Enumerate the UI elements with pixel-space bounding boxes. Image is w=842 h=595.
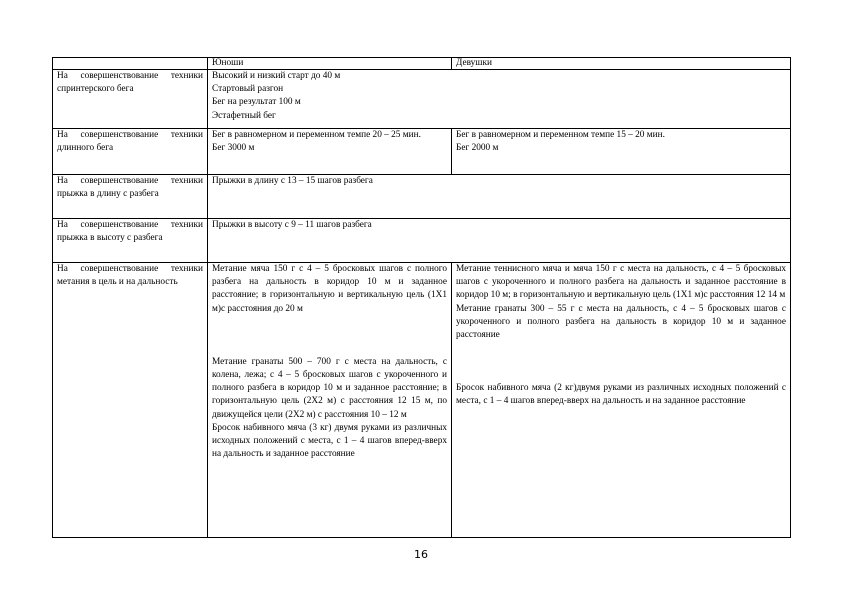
exercise-line: Высокий и низкий старт до 40 м (212, 71, 341, 81)
row-label: На совершенствование техники длинного бега (53, 129, 208, 175)
header-cell-girls: Девушки (452, 58, 791, 70)
row-content-girls (452, 263, 791, 538)
table-row-long-run (53, 129, 791, 175)
exercise-paragraph: Метание мяча 150 г с 4 – 5 бросковых шагов с полного разбега на дальность в коридор 10 м и заданное расстояние; в горизонтальную и вертикальную цель (1Х1 м)с расстояния до 20 м (212, 264, 447, 314)
exercise-line: Прыжки в высоту с 9 – 11 шагов разбега (212, 220, 372, 230)
row-label: На совершенствование техники спринтерского бега (53, 70, 208, 129)
table-row-high-jump (53, 219, 791, 263)
row-content-boys (208, 263, 452, 538)
row-content-combined (208, 175, 791, 219)
exercise-line: Бег в равномерном и переменном темпе 20 – 25 мин. (212, 130, 421, 140)
exercise-paragraph: Бросок набивного мяча (2 кг)двумя руками из различных исходных положений с места, с 1 – 4 шагов вперед-вверх на дальность и на заданное расстояние (456, 383, 786, 407)
exercise-paragraph: Метание гранаты 300 – 55 г с места на дальность, с 4 – 5 бросковых шагов с укороченного и полного разбега на дальность в коридор 10 м и заданное расстояние (456, 303, 786, 341)
row-content-combined (208, 219, 791, 263)
exercise-line: Бег 2000 м (456, 143, 499, 154)
header-cell-empty (53, 58, 208, 70)
exercise-line: Бег на результат 100 м (212, 97, 301, 108)
row-label: На совершенствование техники прыжка в высоту с разбега (53, 219, 208, 263)
training-table (52, 57, 791, 538)
table-row-throwing (53, 263, 791, 538)
row-content-combined (208, 70, 791, 129)
row-content-boys (208, 129, 452, 175)
page-number: 16 (414, 548, 428, 561)
exercise-line: Стартовый разгон (212, 84, 284, 95)
exercise-paragraph: Метание теннисного мяча и мяча 150 г с места на дальность, с 4 – 5 бросковых шагов с укороченного и полного разбега на дальность и заданное расстояние в коридор 10 м; в горизонтальную и вертикальную цель (1Х1 м)с расстояния 12 14 м (456, 264, 786, 301)
row-label: На совершенствование техники прыжка в длину с разбега (53, 175, 208, 219)
exercise-line: Эстафетный бег (212, 110, 276, 121)
exercise-line: Бег в равномерном и переменном темпе 15 – 20 мин. (456, 130, 665, 140)
table-header-row (53, 58, 791, 70)
exercise-paragraph: Метание гранаты 500 – 700 г с места на дальность, с колена, лежа; с 4 – 5 бросковых шагов с укороченного и полного разбега в коридор 10 м и заданное расстояние; в горизонтальную цель (2Х2 м) с расстояния 12 15 м, по движущейся цели (2Х2 м) с расстояния 10 – 12 м (212, 356, 447, 420)
exercise-line: Прыжки в длину с 13 – 15 шагов разбега (212, 176, 373, 186)
row-content-girls (452, 129, 791, 175)
exercise-paragraph: Бросок набивного мяча (3 кг) двумя руками из различных исходных положений с места, с 1 – 4 шагов вперед-вверх на дальность и заданное расстояние (212, 422, 447, 460)
exercise-line: Бег 3000 м (212, 143, 255, 154)
header-cell-boys: Юноши (208, 58, 452, 70)
row-label: На совершенствование техники метания в цель и на дальность (53, 263, 208, 538)
table-row-sprint (53, 70, 791, 129)
table-row-long-jump (53, 175, 791, 219)
